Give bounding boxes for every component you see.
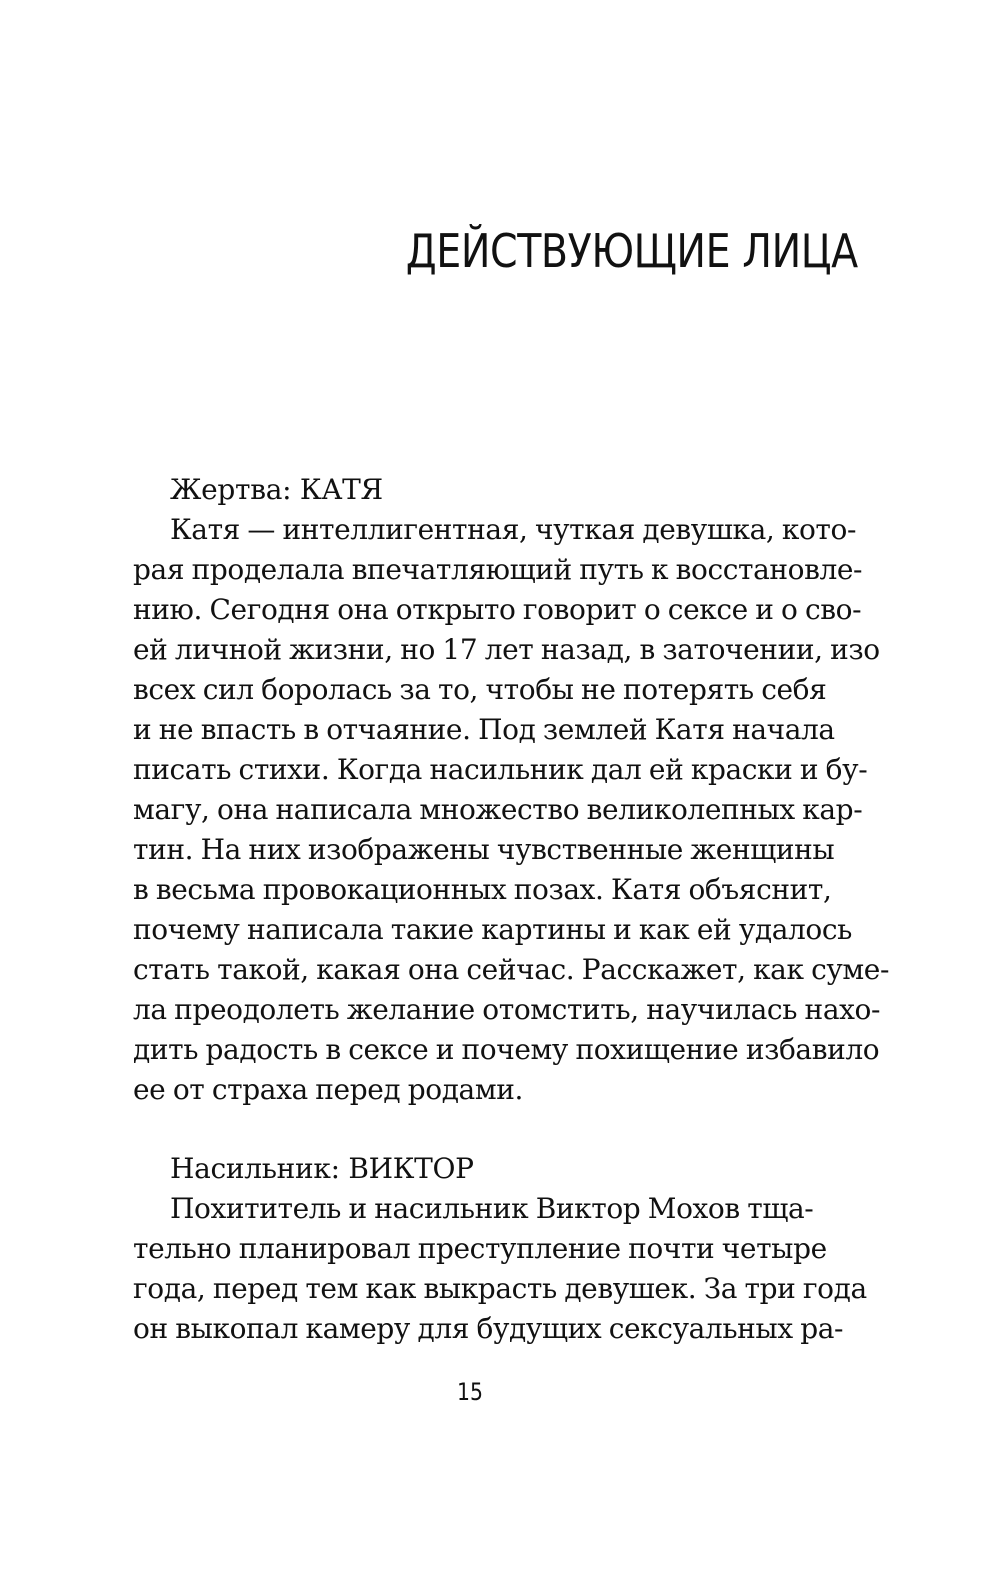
paragraph-line: нию. Сегодня она открыто говорит о сексе и о сво- bbox=[133, 593, 862, 626]
paragraph-line: он выкопал камеру для будущих сексуальных ра- bbox=[133, 1312, 844, 1345]
paragraph-line: всех сил боролась за то, чтобы не потерять себя bbox=[133, 673, 827, 706]
character-section-viktor bbox=[133, 1149, 867, 1349]
paragraph-line: ла преодолеть желание отомстить, научилась нахо- bbox=[133, 993, 881, 1026]
paragraph-line: года, перед тем как выкрасть девушек. За три года bbox=[133, 1272, 867, 1305]
paragraph-line: Катя — интеллигентная, чуткая девушка, кото- bbox=[170, 513, 857, 546]
character-section-katya bbox=[133, 470, 890, 1110]
paragraph-line: тин. На них изображены чувственные женщины bbox=[133, 833, 835, 866]
paragraph-line: и не впасть в отчаяние. Под землей Катя начала bbox=[133, 713, 835, 746]
chapter-title: ДЕЙСТВУЮЩИЕ ЛИЦА bbox=[405, 224, 858, 278]
paragraph-line: Похититель и насильник Виктор Мохов тща- bbox=[170, 1192, 814, 1225]
paragraph-line: в весьма провокационных позах. Катя объяснит, bbox=[133, 873, 832, 906]
paragraph-line: тельно планировал преступление почти четыре bbox=[133, 1232, 827, 1265]
paragraph-line: рая проделала впечатляющий путь к восстановле- bbox=[133, 553, 863, 586]
paragraph-line: писать стихи. Когда насильник дал ей краски и бу- bbox=[133, 753, 868, 786]
paragraph-line: почему написала такие картины и как ей удалось bbox=[133, 913, 852, 946]
paragraph-line: магу, она написала множество великолепных кар- bbox=[133, 793, 863, 826]
paragraph-line: дить радость в сексе и почему похищение избавило bbox=[133, 1033, 880, 1066]
page-number: 15 bbox=[457, 1378, 483, 1406]
paragraph-line: ей личной жизни, но 17 лет назад, в заточении, изо bbox=[133, 633, 880, 666]
paragraph-line: ее от страха перед родами. bbox=[133, 1073, 523, 1106]
section-heading: Жертва: КАТЯ bbox=[170, 473, 383, 506]
section-heading: Насильник: ВИКТОР bbox=[170, 1152, 474, 1185]
paragraph-line: стать такой, какая она сейчас. Расскажет, как суме- bbox=[133, 953, 890, 986]
